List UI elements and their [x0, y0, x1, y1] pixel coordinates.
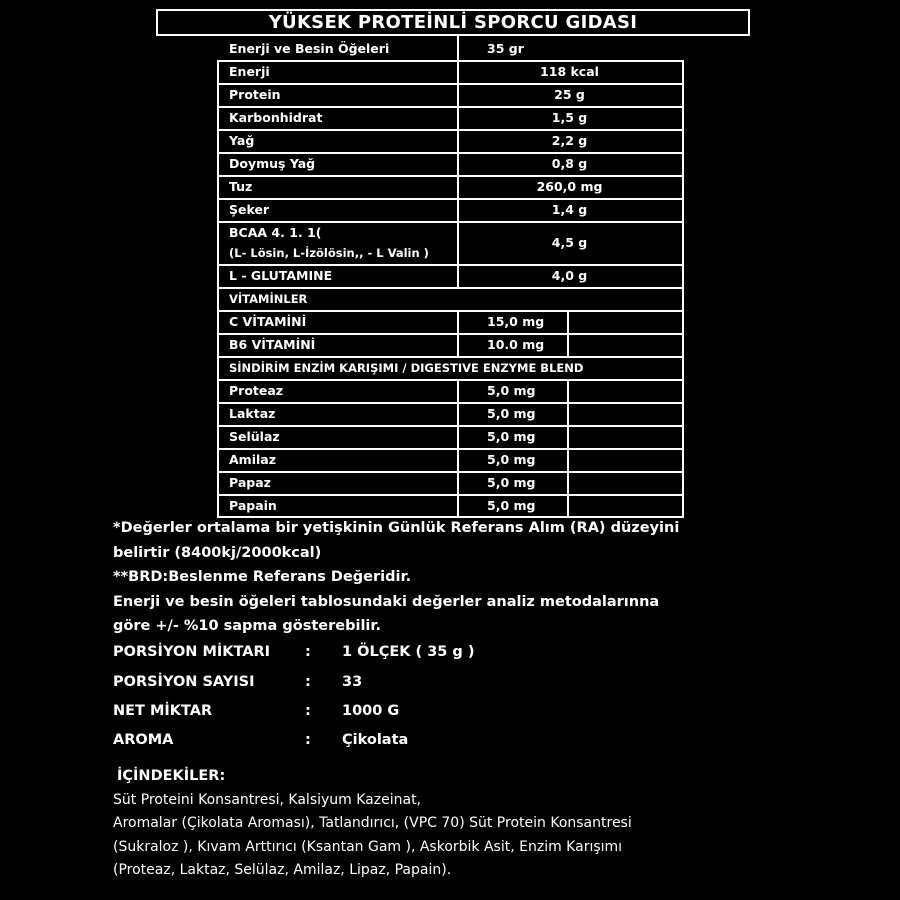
- table-rule: [567, 379, 569, 402]
- section-heading: VİTAMİNLER: [229, 291, 308, 306]
- table-rule: [567, 310, 569, 333]
- header-value: 35 gr: [487, 40, 524, 56]
- info-value: 33: [342, 674, 363, 690]
- info-value: Çikolata: [342, 732, 409, 748]
- footnote-line: göre +/- %10 sapma gösterebilir.: [113, 618, 381, 634]
- nutrient-value: 2,2 g: [551, 133, 588, 148]
- info-separator: :: [305, 644, 311, 660]
- nutrient-label: Laktaz: [229, 406, 276, 421]
- nutrient-label: C VİTAMİNİ: [229, 314, 307, 329]
- nutrient-value: 0,8 g: [551, 156, 588, 171]
- nutrient-value: 15,0 mg: [487, 314, 545, 329]
- nutrient-value: 5,0 mg: [487, 497, 536, 513]
- info-label: NET MİKTAR: [113, 703, 213, 719]
- nutrient-label: Karbonhidrat: [229, 110, 323, 125]
- bcaa-line: (L- Lösin, L-İzölösin,, - L Valin ): [229, 245, 429, 260]
- nutrient-label: L - GLUTAMINE: [229, 268, 333, 283]
- nutrient-value: 1,5 g: [551, 110, 588, 125]
- ingredients-line: (Sukraloz ), Kıvam Arttırıcı (Ksantan Gam ), Askorbik Asit, Enzim Karışımı: [113, 838, 623, 855]
- bcaa-value: 4,5 g: [551, 235, 588, 250]
- nutrient-label: Şeker: [229, 202, 270, 217]
- footnote-line: *Değerler ortalama bir yetişkinin Günlük Referans Alım (RA) düzeyini: [113, 520, 680, 536]
- footnote-line: Enerji ve besin öğeleri tablosundaki değerler analiz metodalarınna: [113, 593, 660, 610]
- nutrient-value: 5,0 mg: [487, 406, 536, 421]
- nutrient-value: 5,0 mg: [487, 475, 536, 490]
- nutrient-value: 5,0 mg: [487, 429, 536, 444]
- info-separator: :: [305, 703, 311, 719]
- table-rule: [457, 36, 459, 60]
- table-rule: [567, 494, 569, 516]
- table-rule: [567, 471, 569, 494]
- bcaa-label: [217, 221, 457, 264]
- nutrient-label: Papain: [229, 497, 277, 513]
- nutrient-label: Tuz: [229, 179, 253, 194]
- nutrient-value: 5,0 mg: [487, 383, 536, 398]
- footnote-line: belirtir (8400kj/2000kcal): [113, 544, 322, 561]
- nutrient-value: 1,4 g: [551, 202, 588, 217]
- page-title: YÜKSEK PROTEİNLİ SPORCU GIDASI: [156, 9, 750, 36]
- footnote-line: **BRD:Beslenme Referans Değeridir.: [113, 569, 412, 585]
- info-label: PORSİYON MİKTARI: [113, 644, 271, 660]
- info-label: PORSİYON SAYISI: [113, 674, 255, 690]
- header-label: Enerji ve Besin Öğeleri: [229, 40, 390, 56]
- table-rule: [567, 333, 569, 356]
- ingredients-heading: İÇİNDEKİLER:: [117, 768, 226, 784]
- nutrient-label: Proteaz: [229, 383, 284, 398]
- info-value: 1000 G: [342, 703, 400, 719]
- nutrient-label: Protein: [229, 87, 281, 102]
- bcaa-line: BCAA 4. 1. 1(: [229, 224, 322, 240]
- ingredients: [113, 765, 873, 883]
- table-rule: [682, 60, 684, 518]
- nutrient-label: Papaz: [229, 475, 271, 490]
- nutrient-label: Amilaz: [229, 452, 276, 467]
- footnotes: [113, 516, 853, 639]
- ingredients-line: Süt Proteini Konsantresi, Kalsiyum Kazeinat,: [113, 791, 422, 808]
- nutrient-value: 260,0 mg: [536, 179, 603, 194]
- info-separator: :: [305, 732, 311, 748]
- info-separator: :: [305, 674, 311, 690]
- info-value: 1 ÖLÇEK ( 35 g ): [342, 644, 475, 660]
- nutrient-label: Enerji: [229, 64, 270, 79]
- nutrient-value: 4,0 g: [551, 268, 588, 283]
- nutrient-label: B6 VİTAMİNİ: [229, 337, 316, 352]
- nutrient-value: 118 kcal: [540, 64, 599, 79]
- table-rule: [567, 448, 569, 471]
- table-rule: [567, 425, 569, 448]
- nutrient-value: 5,0 mg: [487, 452, 536, 467]
- ingredients-line: (Proteaz, Laktaz, Selülaz, Amilaz, Lipaz, Papain).: [113, 862, 452, 878]
- ingredients-line: Aromalar (Çikolata Aroması), Tatlandırıcı, (VPC 70) Süt Protein Konsantresi: [113, 815, 632, 831]
- nutrient-value: 10.0 mg: [487, 337, 545, 352]
- table-rule: [567, 402, 569, 425]
- nutrient-label: Doymuş Yağ: [229, 156, 316, 171]
- info-label: AROMA: [113, 732, 174, 748]
- section-heading: SİNDİRİM ENZİM KARIŞIMI / DIGESTIVE ENZYME BLEND: [229, 360, 584, 375]
- nutrient-label: Yağ: [229, 133, 255, 148]
- nutrient-label: Selülaz: [229, 429, 280, 444]
- nutrient-value: 25 g: [554, 87, 585, 102]
